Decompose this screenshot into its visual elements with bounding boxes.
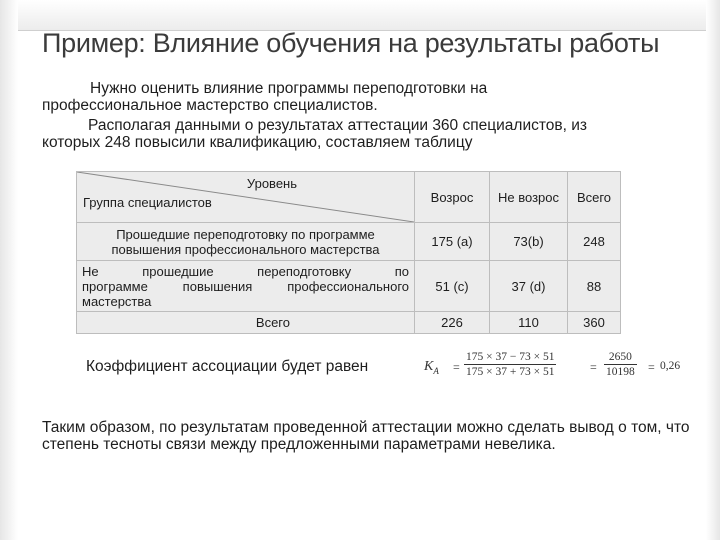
column-header: Всего xyxy=(568,172,621,223)
conclusion-paragraph: Таким образом, по результатам проведенной аттестации можно сделать вывод о том, что степень тесноты связи между предложенными параметрами невелика. xyxy=(42,419,690,453)
slide-right-frame xyxy=(706,0,720,540)
table-header-row xyxy=(77,172,621,223)
header-level-label: Уровень xyxy=(246,176,297,191)
formula-fraction xyxy=(604,350,637,379)
fraction-numerator: 2650 xyxy=(604,350,637,365)
intro-line-1: Нужно оценить влияние программы переподготовки на xyxy=(90,80,488,97)
table-cell: 226 xyxy=(415,312,490,334)
formula-fraction xyxy=(464,350,556,379)
intro-line-2: профессиональное мастерство специалистов. xyxy=(42,97,378,114)
table-cell: 73(b) xyxy=(490,223,568,261)
fraction-numerator: 175 × 37 − 73 × 51 xyxy=(466,351,555,363)
table-cell: 88 xyxy=(568,261,621,312)
table-cell: 248 xyxy=(568,223,621,261)
equals-sign: = xyxy=(590,360,597,374)
slide-top-frame xyxy=(0,0,720,31)
row-label: Всего xyxy=(77,312,415,334)
formula-symbol-letter: K xyxy=(424,359,434,374)
row-label-line: Прошедшие переподготовку по программе xyxy=(116,226,375,242)
slide-title: Пример: Влияние обучения на результаты работы xyxy=(42,28,660,58)
row-label xyxy=(77,223,415,261)
table-cell: 110 xyxy=(490,312,568,334)
data-line-1: Располагая данными о результатах аттестации 360 специалистов, из xyxy=(88,117,588,134)
table-total-row xyxy=(77,312,621,334)
table-cell: 175 (a) xyxy=(415,223,490,261)
row-label-line: Не прошедшие переподготовку по xyxy=(82,263,409,279)
table-cell: 51 (c) xyxy=(415,261,490,312)
intro-paragraph xyxy=(42,80,682,114)
column-header: Не возрос xyxy=(490,172,568,223)
data-paragraph xyxy=(42,117,682,151)
equals-sign: = xyxy=(453,360,460,374)
data-line-2: которых 248 повысили квалификацию, составляем таблицу xyxy=(42,134,473,151)
table-cell: 37 (d) xyxy=(490,261,568,312)
formula-result: 0,26 xyxy=(660,360,681,372)
table-cell: 360 xyxy=(568,312,621,334)
coefficient-label: Коэффициент ассоциации будет равен xyxy=(86,358,369,375)
fraction-denominator: 10198 xyxy=(606,366,635,378)
formula-symbol xyxy=(424,359,439,376)
formula-subscript: A xyxy=(433,365,439,376)
header-diagonal-cell xyxy=(77,172,415,223)
table-row xyxy=(77,261,621,312)
row-label-line: повышения профессионального мастерства xyxy=(111,241,380,257)
header-group-label: Группа специалистов xyxy=(83,195,212,210)
fraction-denominator: 175 × 37 + 73 × 51 xyxy=(466,366,555,378)
column-header: Возрос xyxy=(415,172,490,223)
table-row xyxy=(77,223,621,261)
equals-sign: = xyxy=(648,360,655,374)
slide-left-frame xyxy=(0,0,18,540)
row-label xyxy=(77,261,415,312)
contingency-table xyxy=(76,171,621,334)
row-label-line: программе повышения профессионального мастерства xyxy=(82,278,409,309)
